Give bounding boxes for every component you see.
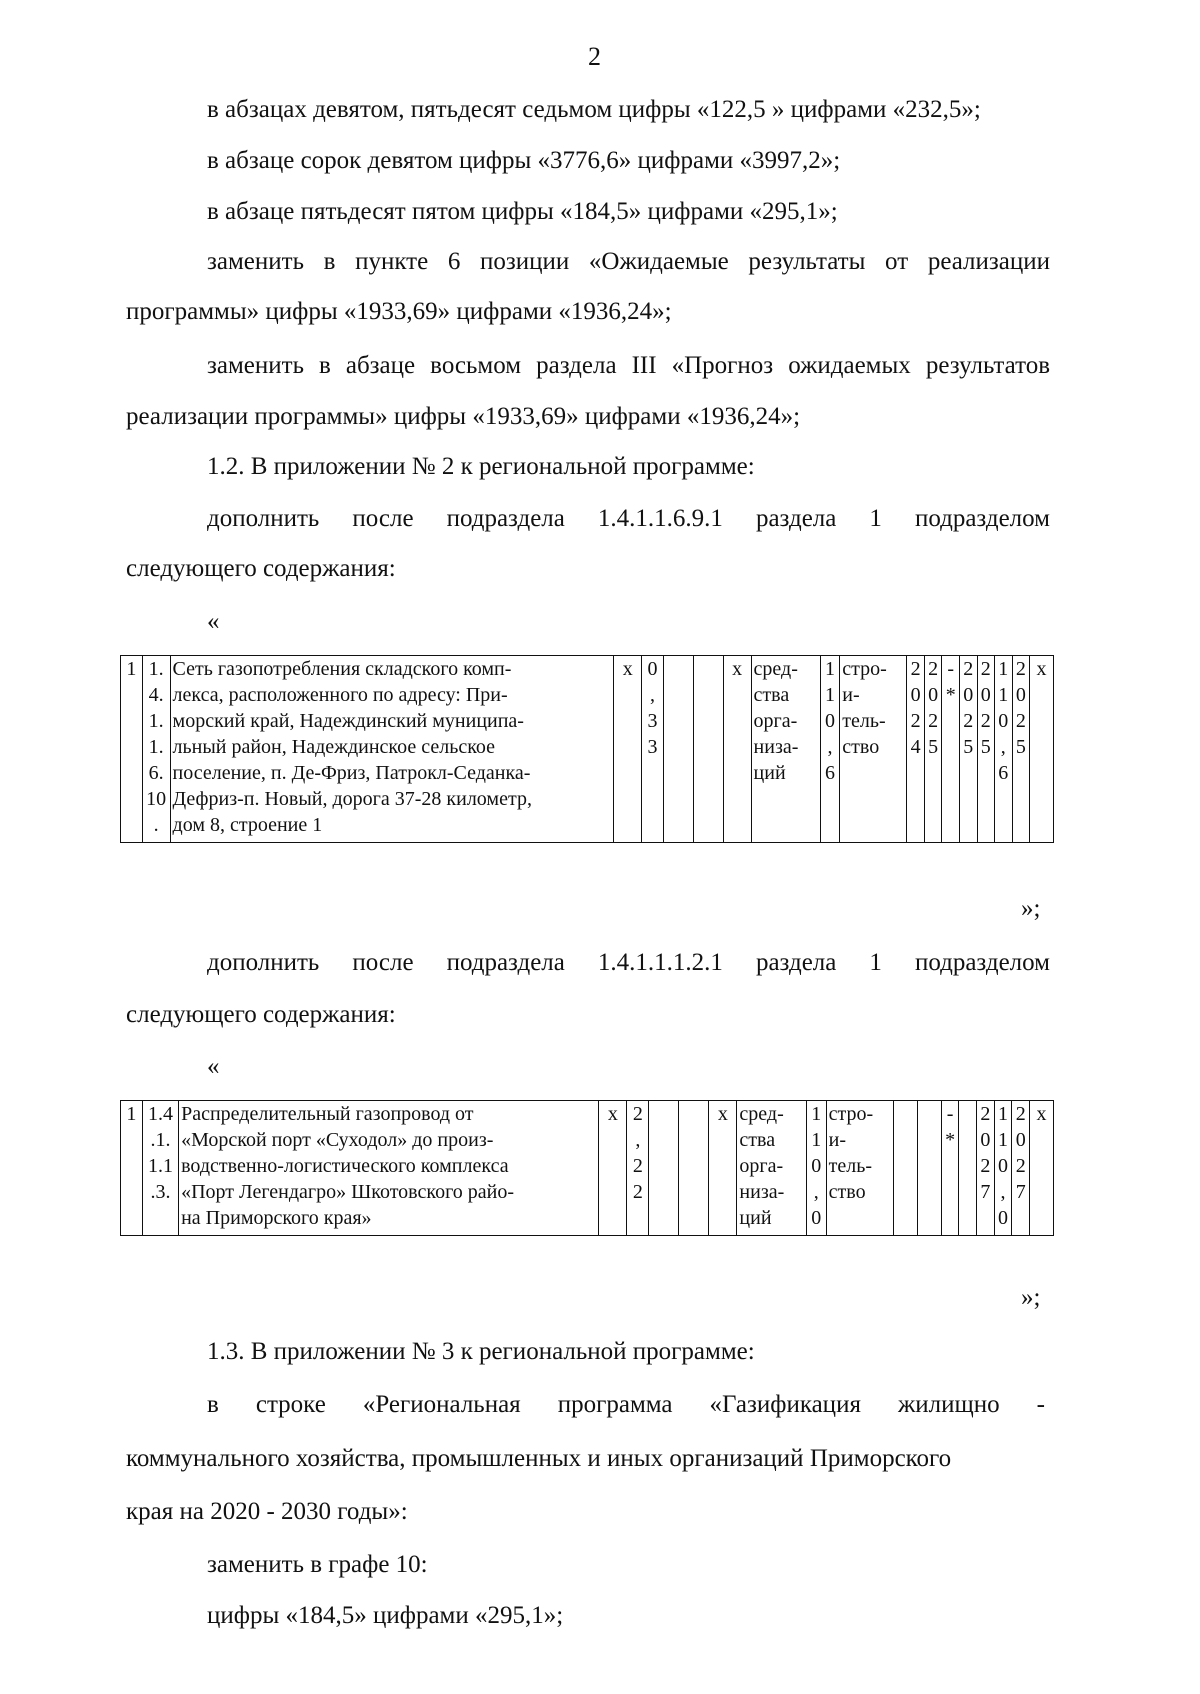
paragraph-line: программы» цифры «1933,69» цифрами «1936,24»; [126, 298, 672, 325]
table-cell: 1. 4. 1. 1. 6. 10 . [142, 656, 170, 843]
paragraph [207, 351, 1050, 381]
table-cell: х [614, 656, 642, 843]
table-cell: х [723, 656, 751, 843]
table-row [121, 656, 1054, 843]
table-cell [693, 656, 723, 843]
paragraph [207, 247, 1050, 277]
table-cell: 2 0 2 4 [907, 656, 925, 843]
table-cell: Распределительный газопровод от «Морской порт «Суходол» до произ- водственно-логистического комплекса «Порт Легендагро» Шкотовского райо- на Приморского края» [179, 1101, 599, 1236]
table-cell: сред- ства орга- низа- ций [737, 1101, 807, 1236]
paragraph-line: заменить в абзаце восьмом раздела III «Прогноз ожидаемых результатов [207, 352, 1050, 379]
table-cell: 1 1 0 , 6 [820, 656, 840, 843]
table-row [121, 1101, 1054, 1236]
open-quote: « [207, 1053, 220, 1080]
paragraph: в абзаце пятьдесят пятом цифры «184,5» цифрами «295,1»; [207, 198, 838, 225]
paragraph-line: дополнить после подраздела 1.4.1.1.1.2.1 раздела 1 подразделом [207, 949, 1050, 976]
table-cell: 1 1 0 , 6 [995, 656, 1013, 843]
paragraph-line: коммунального хозяйства, промышленных и иных организаций Приморского [126, 1445, 952, 1472]
table-cell: 1 [121, 656, 143, 843]
table-cell: 2 0 2 7 [1012, 1101, 1030, 1236]
table-cell: 2 0 2 5 [977, 656, 995, 843]
table-cell [649, 1101, 679, 1236]
open-quote: « [207, 608, 220, 635]
paragraph: в абзацах девятом, пятьдесят седьмом цифры «122,5 » цифрами «232,5»; [207, 96, 981, 123]
paragraph-line: следующего содержания: [126, 555, 396, 582]
subsection-table-1 [120, 655, 1054, 843]
paragraph [207, 504, 1050, 534]
table-cell: 2 , 2 2 [627, 1101, 649, 1236]
table-cell: 1.4 .1. 1.1 .3. [142, 1101, 178, 1236]
table-cell: сред- ства орга- низа- ций [751, 656, 820, 843]
table-cell: 2 0 2 5 [924, 656, 942, 843]
paragraph [207, 948, 1050, 978]
table-cell: 0 , 3 3 [642, 656, 664, 843]
paragraph: 1.2. В приложении № 2 к региональной программе: [207, 453, 755, 480]
table-cell [959, 1101, 977, 1236]
table-cell: Сеть газопотребления складского комп- лекса, расположенного по адресу: При- морский край, Надеждинский муниципа- льный район, Надеждинское сельское поселение, п. Де-Фриз, Патрокл-Седанка- Дефриз-п. Новый, дорога 37-28 километр, дом 8, строение 1 [170, 656, 614, 843]
close-quote: »; [1021, 1284, 1041, 1311]
paragraph-line: в строке «Региональная программа «Газификация жилищно - [207, 1391, 1045, 1418]
table-cell [663, 656, 693, 843]
subsection-table-2 [120, 1100, 1054, 1236]
table-cell [917, 1101, 941, 1236]
page-number: 2 [588, 42, 601, 71]
paragraph: 1.3. В приложении № 3 к региональной программе: [207, 1338, 755, 1365]
table-cell: 2 0 2 5 [959, 656, 977, 843]
paragraph-line: края на 2020 - 2030 годы»: [126, 1498, 408, 1525]
paragraph: заменить в графе 10: [207, 1551, 428, 1578]
paragraph-line: реализации программы» цифры «1933,69» цифрами «1936,24»; [126, 403, 801, 430]
table-cell: 1 1 0 , 0 [806, 1101, 826, 1236]
table-cell: - * [942, 656, 960, 843]
paragraph-line: дополнить после подраздела 1.4.1.1.6.9.1 раздела 1 подразделом [207, 505, 1050, 532]
table-cell: х [1030, 1101, 1054, 1236]
paragraph-line: следующего содержания: [126, 1001, 396, 1028]
paragraph: в абзаце сорок девятом цифры «3776,6» цифрами «3997,2»; [207, 147, 841, 174]
table-cell [679, 1101, 709, 1236]
table-cell: 1 [121, 1101, 143, 1236]
table-cell: х [709, 1101, 737, 1236]
table-cell: 1 1 0 , 0 [994, 1101, 1012, 1236]
paragraph-line: заменить в пункте 6 позиции «Ожидаемые результаты от реализации [207, 248, 1050, 275]
table-cell: х [599, 1101, 627, 1236]
close-quote: »; [1021, 895, 1041, 922]
paragraph [207, 1390, 1045, 1420]
table-cell: стро- и- тель- ство [826, 1101, 893, 1236]
table-cell: х [1030, 656, 1054, 843]
paragraph: цифры «184,5» цифрами «295,1»; [207, 1602, 564, 1629]
table-cell: - * [941, 1101, 959, 1236]
table-cell: стро- и- тель- ство [840, 656, 907, 843]
table-cell: 2 0 2 5 [1012, 656, 1030, 843]
table-cell [894, 1101, 918, 1236]
table-cell: 2 0 2 7 [977, 1101, 995, 1236]
